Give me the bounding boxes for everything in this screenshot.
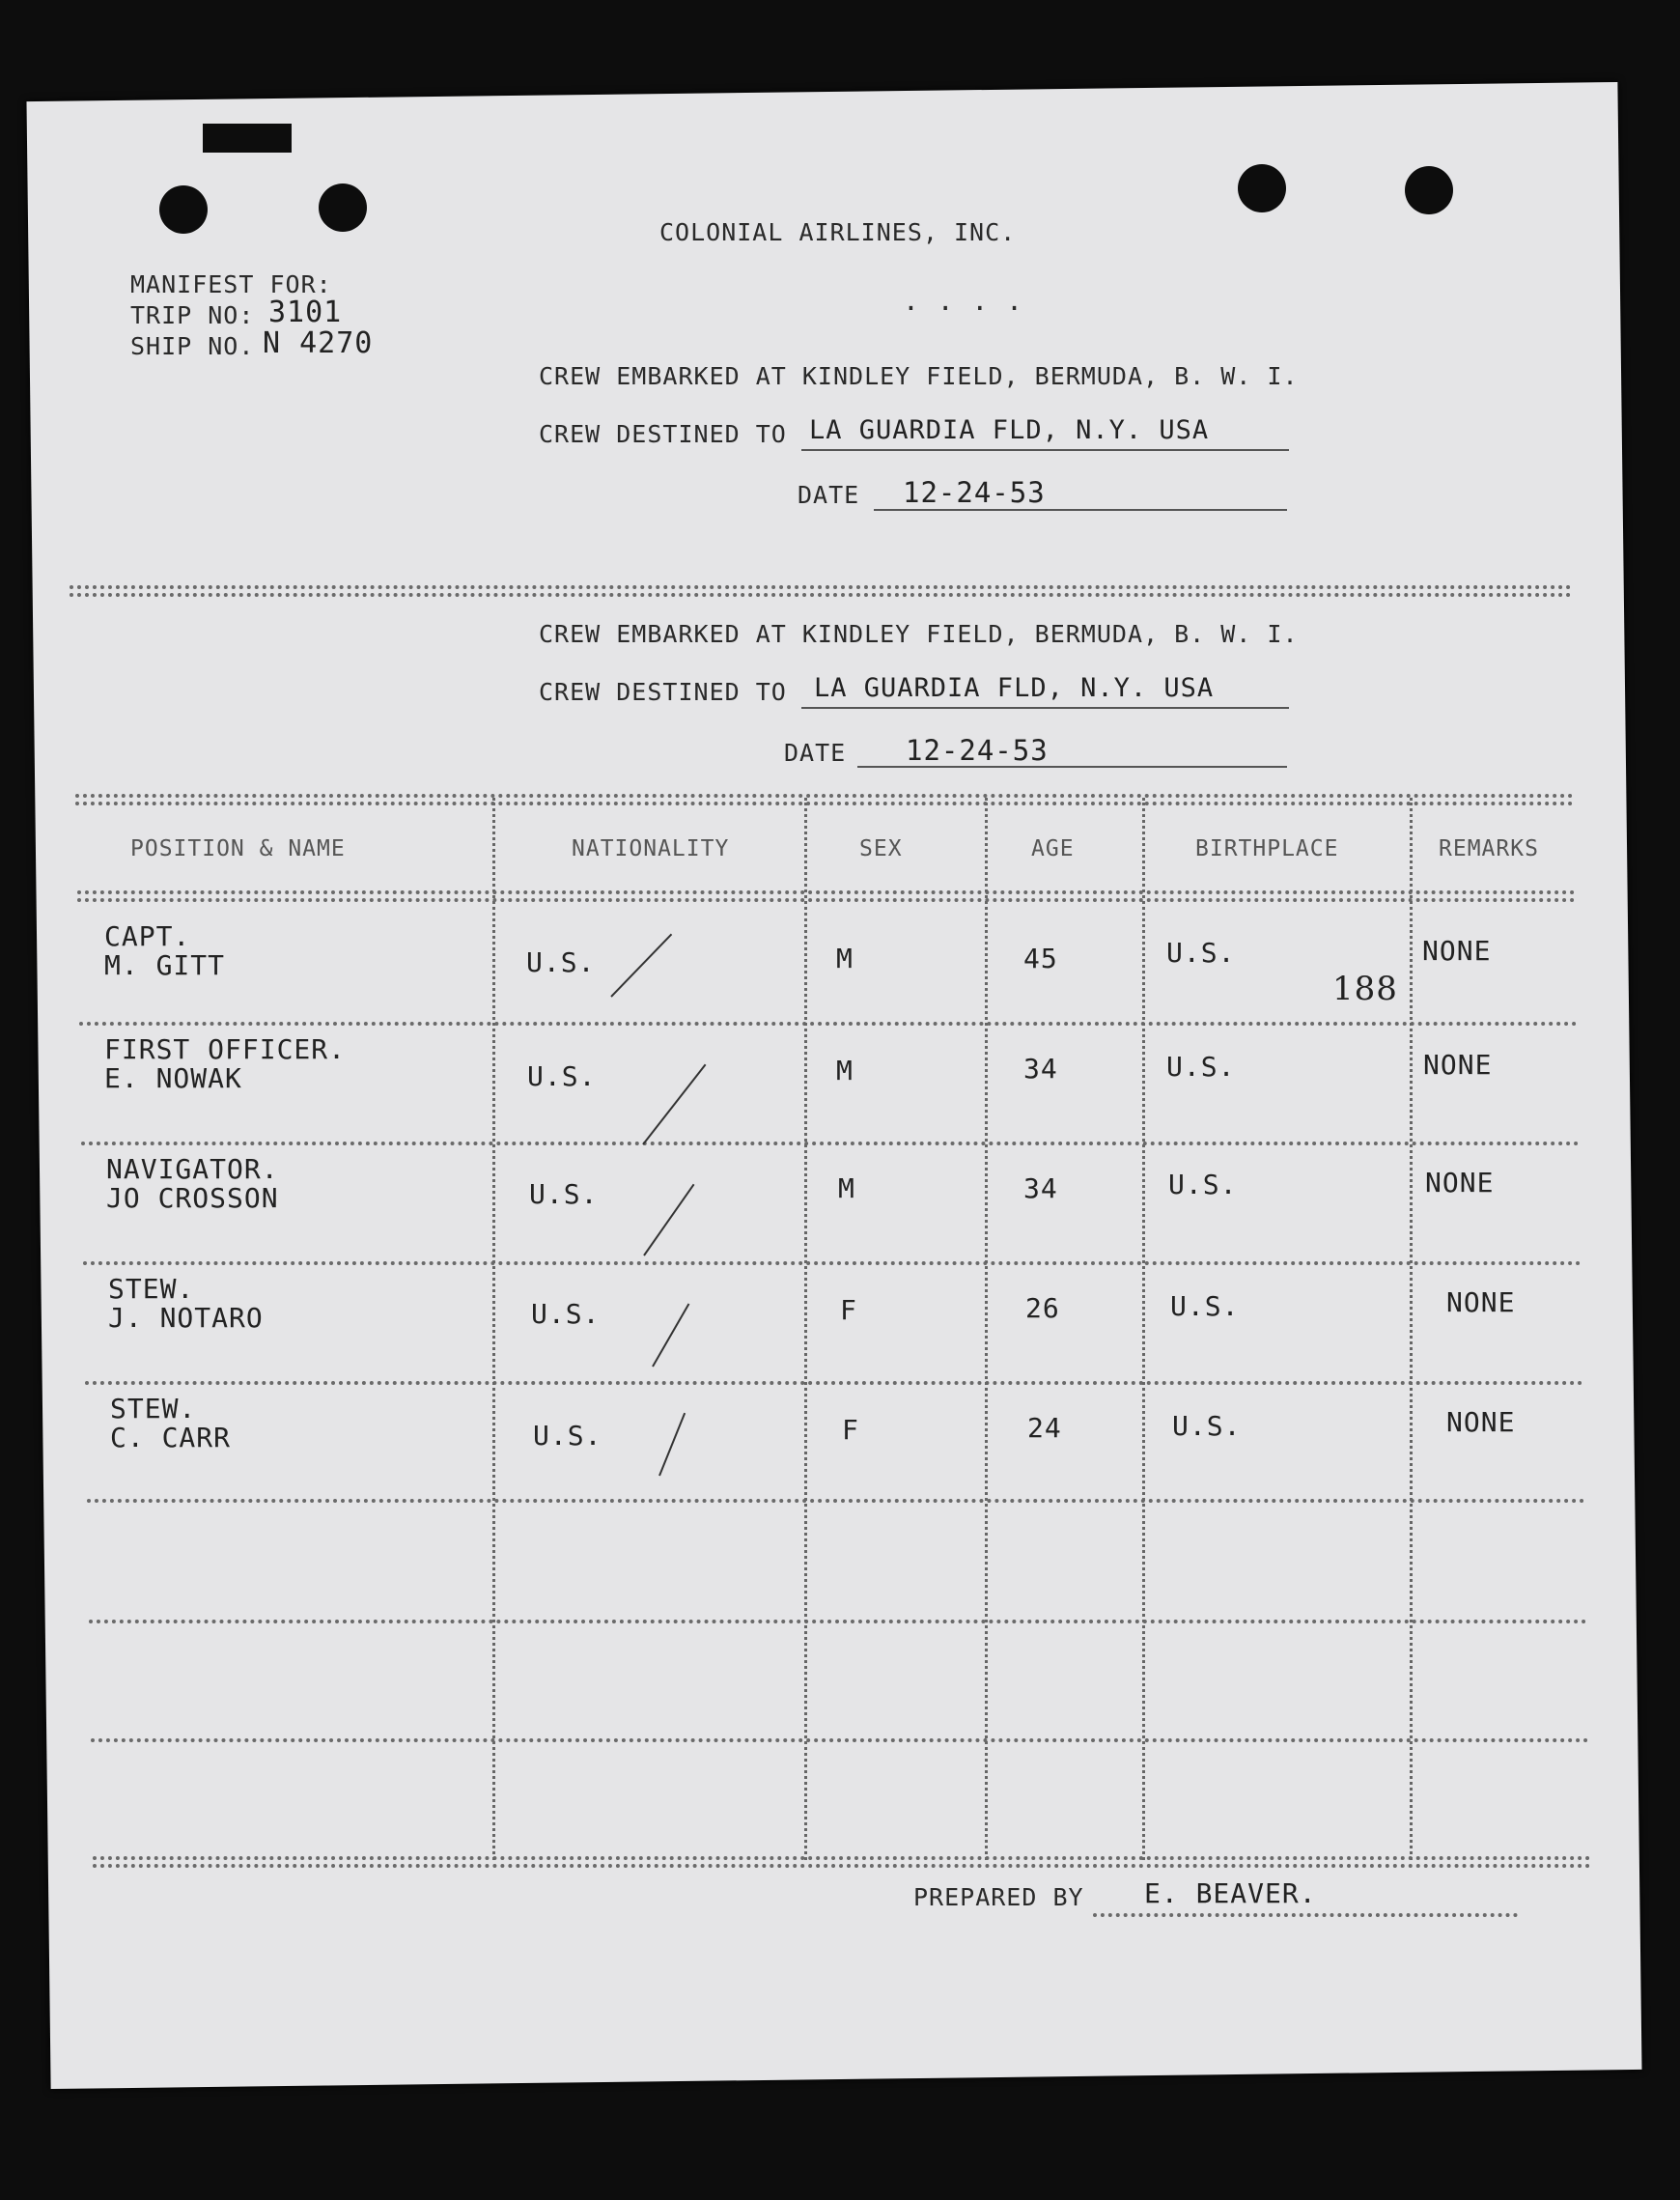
row-divider — [85, 1381, 1583, 1385]
crew-sex: M — [836, 1055, 854, 1086]
destined-underline-1 — [801, 449, 1289, 451]
prepared-by-label: PREPARED BY — [913, 1883, 1084, 1911]
header-remarks: REMARKS — [1439, 836, 1539, 861]
table-bottom-border — [93, 1864, 1591, 1868]
crew-nationality: U.S. — [529, 1178, 599, 1210]
crew-sex: F — [842, 1414, 859, 1446]
header-sex: SEX — [859, 836, 903, 861]
crew-age: 24 — [1027, 1412, 1062, 1444]
crew-birthplace: U.S. — [1170, 1290, 1240, 1322]
crew-birthplace: U.S. — [1172, 1410, 1242, 1442]
date-underline-1 — [874, 509, 1287, 511]
crew-birthplace: U.S. — [1166, 937, 1236, 969]
crew-sex: M — [838, 1172, 855, 1204]
manifest-label: MANIFEST FOR: — [130, 270, 332, 298]
destined-underline-2 — [801, 707, 1289, 709]
header-age: AGE — [1031, 836, 1075, 861]
row-divider — [81, 1142, 1580, 1145]
destined-label-2: CREW DESTINED TO — [539, 678, 787, 706]
row-divider — [91, 1738, 1589, 1742]
crew-age: 34 — [1023, 1172, 1058, 1204]
crew-age: 34 — [1023, 1053, 1058, 1085]
punch-hole — [159, 185, 208, 234]
crew-age: 26 — [1025, 1292, 1060, 1324]
destined-value-2: LA GUARDIA FLD, N.Y. USA — [814, 673, 1215, 703]
crew-name: E. NOWAK — [104, 1062, 242, 1094]
crew-birthplace: U.S. — [1166, 1051, 1236, 1083]
crew-nationality: U.S. — [526, 946, 596, 978]
destined-value-1: LA GUARDIA FLD, N.Y. USA — [809, 415, 1210, 445]
date-label-1: DATE — [798, 481, 860, 509]
trip-number: 3101 — [268, 296, 343, 329]
crew-name: C. CARR — [110, 1422, 232, 1453]
date-value-2: 12-24-53 — [906, 734, 1049, 767]
section-divider — [70, 585, 1572, 589]
crew-birthplace: U.S. — [1168, 1169, 1238, 1200]
header-nationality: NATIONALITY — [572, 836, 730, 861]
crew-age: 45 — [1023, 943, 1058, 974]
table-top-border — [75, 794, 1574, 798]
row-divider — [87, 1499, 1585, 1503]
crew-remarks: NONE — [1422, 935, 1492, 967]
crew-position: CAPT. — [104, 920, 191, 952]
header-bottom-border — [77, 898, 1576, 902]
crew-name: J. NOTARO — [108, 1302, 264, 1334]
crew-sex: F — [840, 1294, 857, 1326]
crew-name: JO CROSSON — [106, 1182, 279, 1214]
column-divider — [1142, 798, 1145, 1860]
date-value-1: 12-24-53 — [903, 476, 1046, 509]
section-divider — [70, 593, 1572, 597]
crew-position: FIRST OFFICER. — [104, 1033, 347, 1065]
crew-remarks: NONE — [1423, 1049, 1493, 1081]
crew-position: STEW. — [110, 1393, 197, 1424]
ship-label: SHIP NO. — [130, 332, 255, 360]
header-birthplace: BIRTHPLACE — [1195, 836, 1339, 861]
embarked-line-1: CREW EMBARKED AT KINDLEY FIELD, BERMUDA, B. W. I. — [539, 362, 1299, 390]
crew-remarks: NONE — [1446, 1286, 1516, 1318]
column-divider — [492, 798, 495, 1860]
date-underline-2 — [857, 766, 1287, 768]
separator-dots: . . . . — [903, 285, 1024, 317]
date-label-2: DATE — [784, 739, 847, 767]
crew-nationality: U.S. — [531, 1298, 601, 1330]
stamp-number: 188 — [1332, 970, 1398, 1008]
row-divider — [89, 1620, 1587, 1623]
crew-remarks: NONE — [1446, 1406, 1516, 1438]
destined-label-1: CREW DESTINED TO — [539, 420, 787, 448]
header-position-name: POSITION & NAME — [130, 836, 346, 861]
table-top-border — [75, 802, 1574, 805]
crew-nationality: U.S. — [527, 1060, 597, 1092]
prepared-by-underline — [1093, 1913, 1518, 1917]
crew-remarks: NONE — [1425, 1167, 1495, 1199]
crew-position: STEW. — [108, 1273, 195, 1305]
crew-position: NAVIGATOR. — [106, 1153, 279, 1185]
embarked-line-2: CREW EMBARKED AT KINDLEY FIELD, BERMUDA, B. W. I. — [539, 620, 1299, 648]
punch-hole — [1405, 166, 1453, 214]
table-bottom-border — [93, 1856, 1591, 1860]
crew-nationality: U.S. — [533, 1420, 602, 1452]
tape-mark — [203, 124, 292, 153]
row-divider — [83, 1261, 1582, 1265]
punch-hole — [319, 183, 367, 232]
column-divider — [985, 798, 988, 1860]
header-bottom-border — [77, 890, 1576, 894]
punch-hole — [1238, 164, 1286, 212]
crew-name: M. GITT — [104, 949, 226, 981]
column-divider — [1410, 798, 1413, 1860]
company-name: COLONIAL AIRLINES, INC. — [659, 218, 1017, 246]
ship-number: N 4270 — [263, 326, 374, 360]
row-divider — [79, 1022, 1578, 1026]
column-divider — [804, 798, 807, 1860]
trip-label: TRIP NO: — [130, 301, 255, 329]
crew-sex: M — [836, 943, 854, 974]
prepared-by-name: E. BEAVER. — [1144, 1877, 1317, 1909]
